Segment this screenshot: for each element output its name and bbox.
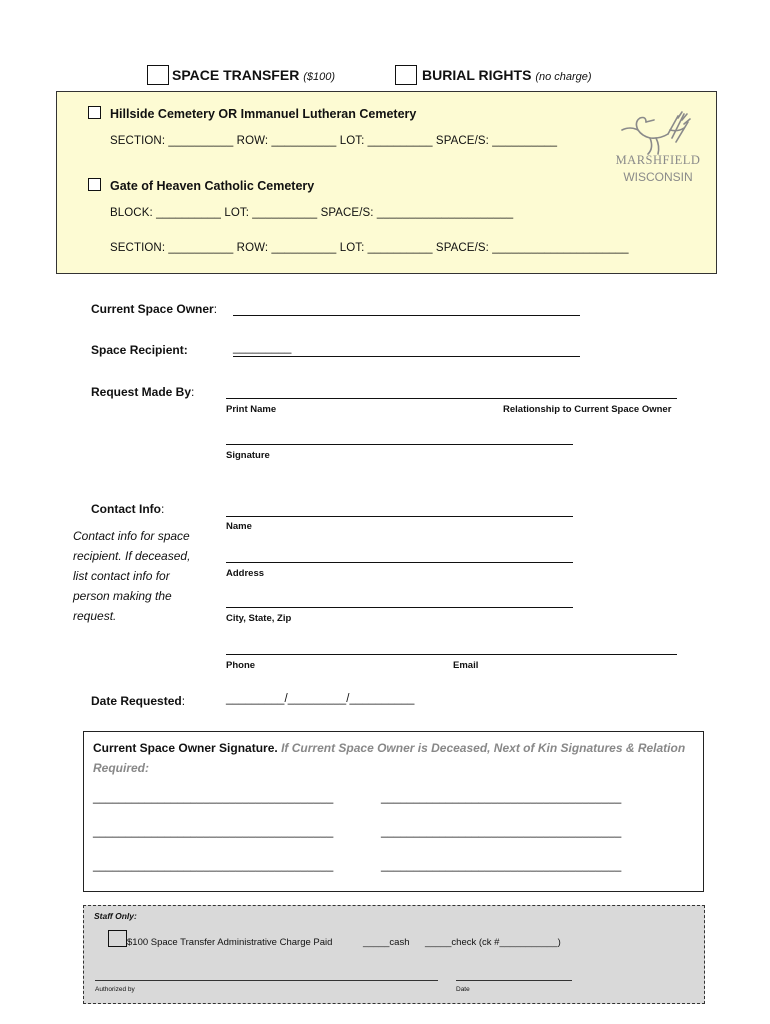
signatures-note: If Current Space Owner is Deceased, Next of Kin Signatures & Relation Required: [93,741,686,775]
request-name-input[interactable] [226,398,677,399]
contact-info-label [91,502,164,516]
contact-info-colon: : [161,502,165,516]
burial-rights-price: (no charge) [535,71,592,83]
space-transfer-title [172,67,335,83]
admin-charge-checkbox[interactable] [108,930,127,947]
logo-line1: MARSHFIELD [615,153,701,167]
burial-rights-checkbox[interactable] [395,65,417,85]
staff-date-caption: Date [456,986,470,993]
current-owner-colon: : [213,302,218,316]
gate-of-heaven-fields-section[interactable]: SECTION: __________ ROW: __________ LOT: __________ SPACE/S: _____________________ [110,242,629,254]
marshfield-logo [612,108,704,190]
recipient-prefix: _________ [233,342,292,354]
staff-date-input[interactable] [456,980,572,981]
staff-only-title: Staff Only: [94,911,137,921]
authorized-by-caption: Authorized by [95,986,135,993]
date-requested-label [91,694,185,708]
gate-of-heaven-checkbox[interactable] [88,178,101,191]
relationship-caption: Relationship to Current Space Owner [503,404,672,415]
hillside-fields[interactable]: SECTION: __________ ROW: __________ LOT: __________ SPACE/S: __________ [110,135,558,147]
contact-phone-email-input[interactable] [226,654,677,655]
city-state-zip-caption: City, State, Zip [226,613,292,624]
admin-charge-label: $100 Space Transfer Administrative Charge Paid [127,937,333,948]
date-requested-colon: : [181,694,186,708]
signature-line-1b[interactable]: _____________________________________ [381,792,622,804]
space-transfer-label: SPACE TRANSFER [172,67,300,83]
recipient-input[interactable] [233,356,580,357]
signature-line-3b[interactable]: _____________________________________ [381,860,622,872]
cash-field[interactable]: _____cash [363,937,410,948]
signature-line-2b[interactable]: _____________________________________ [381,826,622,838]
contact-name-input[interactable] [226,516,573,517]
contact-info-note: Contact info for space recipient. If deceased, list contact info for person making the request. [73,529,191,623]
signatures-heading [93,738,693,778]
owner-signatures-box [83,731,704,892]
signature-line-2a[interactable]: _____________________________________ [93,826,334,838]
logo-line2: WISCONSIN [623,170,693,184]
signature-line-1a[interactable]: _____________________________________ [93,792,334,804]
space-transfer-price: ($100) [303,71,335,83]
hillside-checkbox[interactable] [88,106,101,119]
name-caption: Name [226,521,252,532]
email-caption: Email [453,660,479,671]
current-owner-text: Current Space Owner [91,302,214,316]
request-signature-input[interactable] [226,444,573,445]
date-requested-input[interactable]: _________/_________/__________ [226,693,415,705]
authorized-by-input[interactable] [95,980,438,981]
date-requested-text: Date Requested [91,694,182,708]
request-made-by-colon: : [191,385,195,399]
contact-city-input[interactable] [226,607,573,608]
current-owner-input[interactable] [233,315,580,316]
print-name-caption: Print Name [226,404,277,415]
request-made-by-label [91,385,194,399]
request-made-by-text: Request Made By [91,385,192,399]
signature-caption: Signature [226,450,270,461]
gate-of-heaven-fields-block[interactable]: BLOCK: __________ LOT: __________ SPACE/S: _____________________ [110,207,514,219]
staff-only-box [83,905,705,1004]
burial-rights-title [422,67,592,83]
contact-address-input[interactable] [226,562,573,563]
phone-caption: Phone [226,660,256,671]
signatures-title: Current Space Owner Signature. [93,741,278,755]
address-caption: Address [226,568,265,579]
signature-line-3a[interactable]: _____________________________________ [93,860,334,872]
space-transfer-checkbox[interactable] [147,65,169,85]
current-owner-label [91,302,217,316]
contact-info-text: Contact Info [91,502,161,516]
recipient-label: Space Recipient: [91,343,188,357]
hillside-label: Hillside Cemetery OR Immanuel Lutheran Cemetery [110,107,417,121]
check-field[interactable]: _____check (ck #___________) [425,937,561,948]
burial-rights-label: BURIAL RIGHTS [422,67,532,83]
gate-of-heaven-label: Gate of Heaven Catholic Cemetery [110,179,315,193]
